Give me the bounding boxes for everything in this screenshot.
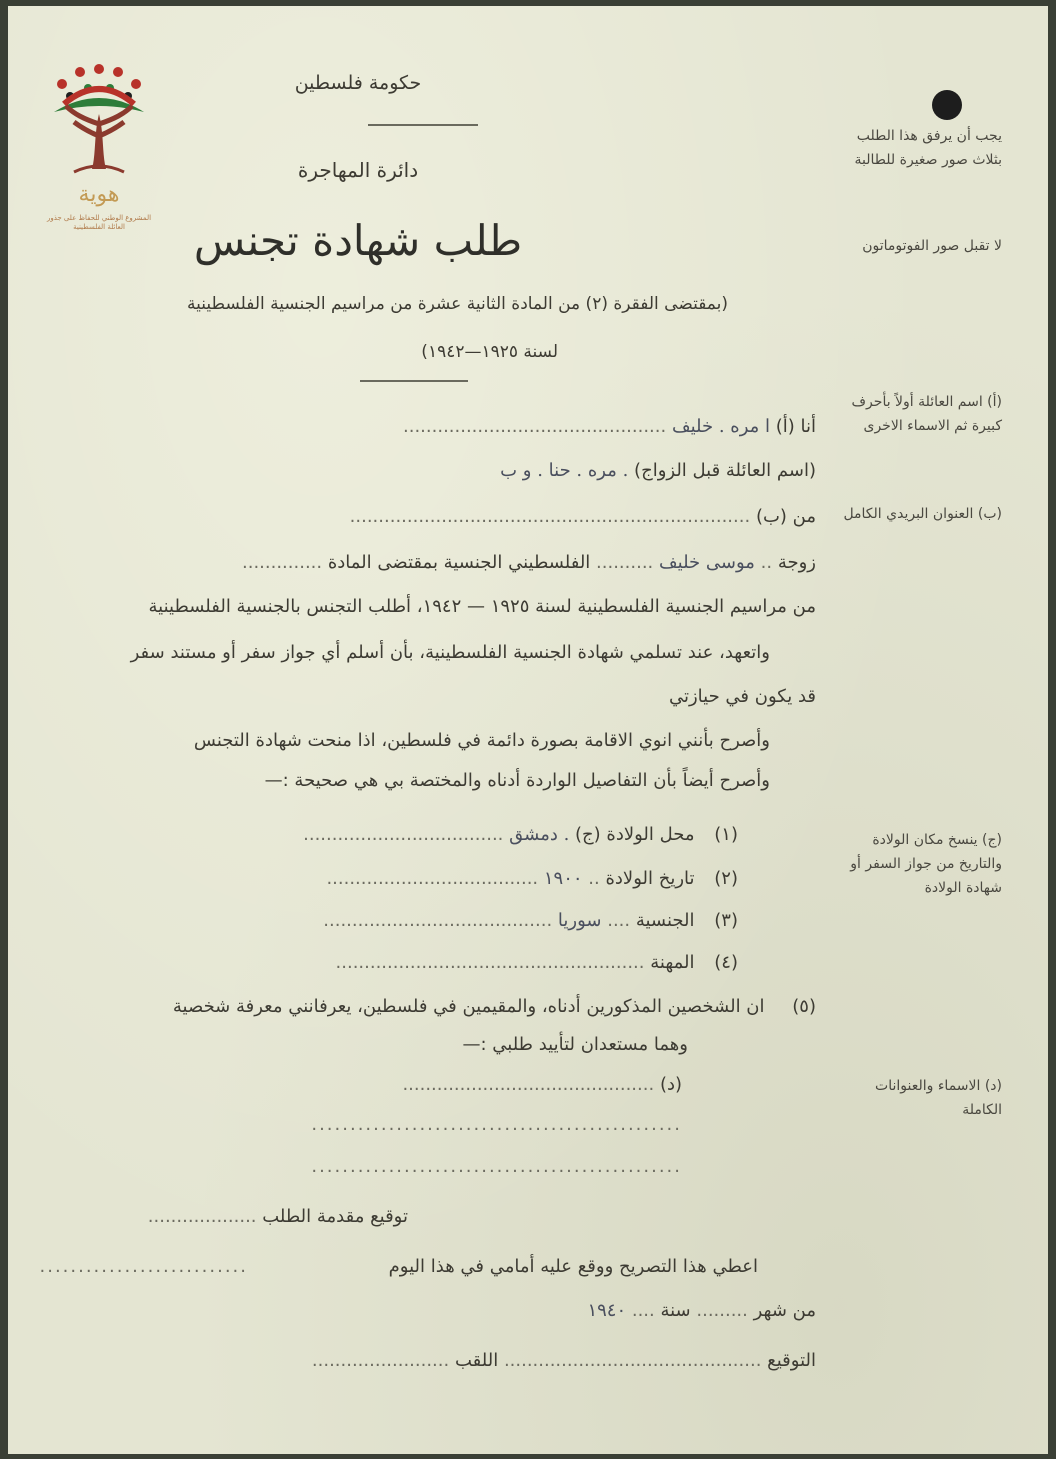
- applicant-name-line: [36, 416, 816, 437]
- date-line: من شهر ......... سنة .... ١٩٤٠: [587, 1300, 816, 1321]
- side-note-c: (ج) ينسخ مكان الولادة والتاريخ من جواز السفر أو شهادة الولادة: [850, 832, 1002, 896]
- wife-of-tail: الفلسطيني الجنسية بمقتضى المادة: [327, 552, 591, 573]
- application-form-page: [8, 6, 1048, 1454]
- item-label: محل الولادة (ج): [575, 824, 695, 845]
- paragraph-1: من مراسيم الجنسية الفلسطينية لسنة ١٩٢٥ — ١٩٤٢، أطلب التجنس بالجنسية الفلسطينية: [148, 596, 816, 617]
- paragraph-2: واتعهد، عند تسلمي شهادة الجنسية الفلسطينية، بأن أسلم أي جواز سفر أو مستند سفر: [130, 642, 770, 663]
- paragraph-5: وأصرح أيضاً بأن التفاصيل الواردة أدناه والمختصة بي هي صحيحة :—: [264, 770, 770, 791]
- side-note-d: (د) الاسماء والعنوانات الكاملة: [875, 1078, 1002, 1118]
- item-value: . دمشق: [509, 824, 570, 845]
- wife-of-label: زوجة: [777, 552, 816, 573]
- form-title: طلب شهادة تجنس: [193, 216, 523, 265]
- applicant-name-value: ا مره . خليف: [671, 416, 770, 437]
- side-note-no-photomaton: لا تقبل صور الفوتوماتون: [862, 238, 1002, 254]
- item-label: المهنة: [650, 952, 695, 973]
- side-note-photos: يجب أن يرفق هذا الطلب بثلاث صور صغيرة للطالبة: [854, 128, 1002, 168]
- item-number: (٤): [714, 952, 738, 973]
- item-referees-line2: وهما مستعدان لتأييد طلبي :—: [462, 1034, 688, 1055]
- address-dots: ......................................................................: [349, 506, 751, 527]
- form-subtitle-line2: لسنة ١٩٢٥—١٩٤٢): [421, 342, 558, 362]
- applicant-signature-line: توقيع مقدمة الطلب ...................: [147, 1206, 408, 1227]
- official-title-label: اللقب: [454, 1350, 499, 1371]
- maiden-name-line: [36, 460, 816, 481]
- address-label: من (ب): [755, 506, 816, 527]
- side-note-a: (أ) اسم العائلة أولاً بأحرف كبيرة ثم الاسماء الاخرى: [851, 394, 1002, 434]
- referees-label: (د): [659, 1074, 682, 1095]
- paragraph-4: وأصرح بأنني انوي الاقامة بصورة دائمة في فلسطين، اذا منحت شهادة التجنس: [193, 730, 770, 751]
- item-value: سوريا: [557, 910, 602, 931]
- referees-first-line: (د) ............................................: [402, 1074, 682, 1095]
- item-profession: (٤) المهنة ......................................................: [335, 952, 738, 973]
- department-heading: دائرة المهاجرة: [297, 158, 419, 182]
- address-line: [36, 506, 816, 527]
- logo-name: هوية: [78, 182, 120, 207]
- side-note-b: (ب) العنوان البريدي الكامل: [843, 506, 1002, 522]
- declaration-text: اعطي هذا التصريح ووقع عليه أمامي في هذا اليوم: [388, 1256, 758, 1277]
- paragraph-3: قد يكون في حيازتي: [668, 686, 816, 707]
- maiden-name-value: . مره . حنا . و ب: [500, 460, 629, 481]
- item-referees-text: ان الشخصين المذكورين أدناه، والمقيمين في فلسطين، يعرفانني معرفة شخصية: [172, 996, 765, 1017]
- item-nationality: (٣) الجنسية .... سوريا ........................................: [323, 910, 738, 931]
- maiden-name-label: (اسم العائلة قبل الزواج): [634, 460, 816, 481]
- government-heading: حكومة فلسطين: [294, 72, 422, 94]
- item-value: ١٩٠٠: [543, 868, 583, 889]
- year-value: ١٩٤٠: [587, 1300, 627, 1321]
- husband-name-value: موسى خليف: [659, 552, 755, 573]
- form-subtitle-line1: (بمقتضى الفقرة (٢) من المادة الثانية عشرة من مراسيم الجنسية الفلسطينية: [187, 294, 728, 314]
- applicant-signature-label: توقيع مقدمة الطلب: [262, 1206, 408, 1227]
- item-referees-line1: [36, 996, 816, 1017]
- declaration-dots: ...........................: [39, 1256, 248, 1277]
- year-label: سنة: [660, 1300, 691, 1321]
- header-rule-top: [368, 124, 478, 126]
- month-label: من شهر: [753, 1300, 816, 1321]
- logo-tagline: المشروع الوطني للحفاظ على جذور العائلة الفلسطينية: [46, 214, 152, 231]
- item-number: (٣): [714, 910, 738, 931]
- referees-second-line: ................................................: [311, 1114, 682, 1135]
- header-rule-bottom: [360, 380, 468, 382]
- official-signature-label: التوقيع: [767, 1350, 816, 1371]
- official-signature-line: التوقيع ............................................. اللقب ........................: [311, 1350, 816, 1371]
- punch-hole: [932, 90, 962, 120]
- referees-third-line: ................................................: [311, 1156, 682, 1177]
- item-number: (٢): [714, 868, 738, 889]
- item-birthdate: (٢) تاريخ الولادة .. ١٩٠٠ .....................................: [326, 868, 738, 889]
- applicant-name-label: أنا (أ): [775, 416, 816, 437]
- item-birthplace: (١) محل الولادة (ج) . دمشق ...................................: [303, 824, 738, 845]
- applicant-name-dots: ..............................................: [403, 416, 667, 437]
- item-number: (٥): [792, 996, 816, 1017]
- item-label: الجنسية: [635, 910, 695, 931]
- item-label: تاريخ الولادة: [605, 868, 695, 889]
- item-number: (١): [714, 824, 738, 845]
- wife-of-line: زوجة .. موسى خليف .......... الفلسطيني الجنسية بمقتضى المادة ..............: [242, 552, 816, 573]
